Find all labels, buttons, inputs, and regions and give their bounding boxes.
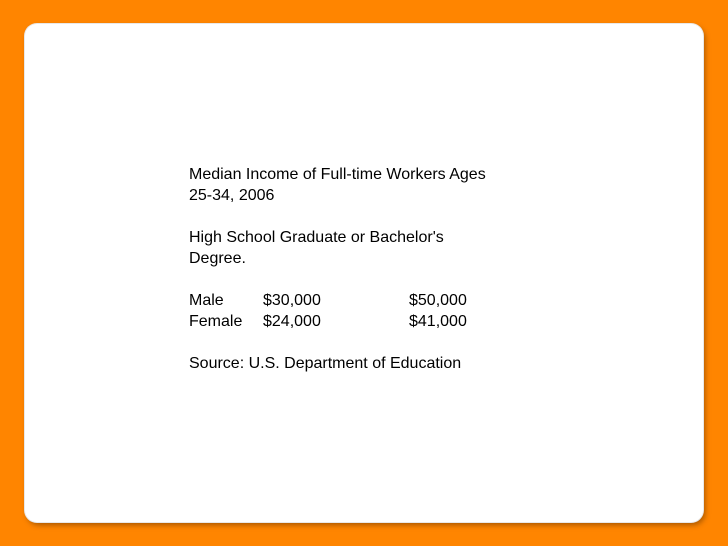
bachelors-value: $41,000 (409, 313, 467, 330)
table-row-male (189, 290, 549, 311)
slide-content (189, 164, 549, 374)
high-school-value: $24,000 (263, 313, 321, 330)
subtitle-line-1: High School Graduate or Bachelor's (189, 229, 444, 246)
subtitle-line-2: Degree. (189, 250, 246, 267)
high-school-value: $30,000 (263, 292, 321, 309)
source-text: Source: U.S. Department of Education (189, 355, 462, 372)
income-table (189, 290, 549, 332)
title-block (189, 164, 549, 206)
subtitle-block (189, 227, 549, 269)
bachelors-value: $50,000 (409, 292, 467, 309)
slide-panel (25, 24, 703, 522)
row-label: Female (189, 313, 243, 330)
row-label: Male (189, 292, 224, 309)
title-line-2: 25-34, 2006 (189, 187, 275, 204)
table-row-female (189, 311, 549, 332)
title-line-1: Median Income of Full-time Workers Ages (189, 166, 486, 183)
